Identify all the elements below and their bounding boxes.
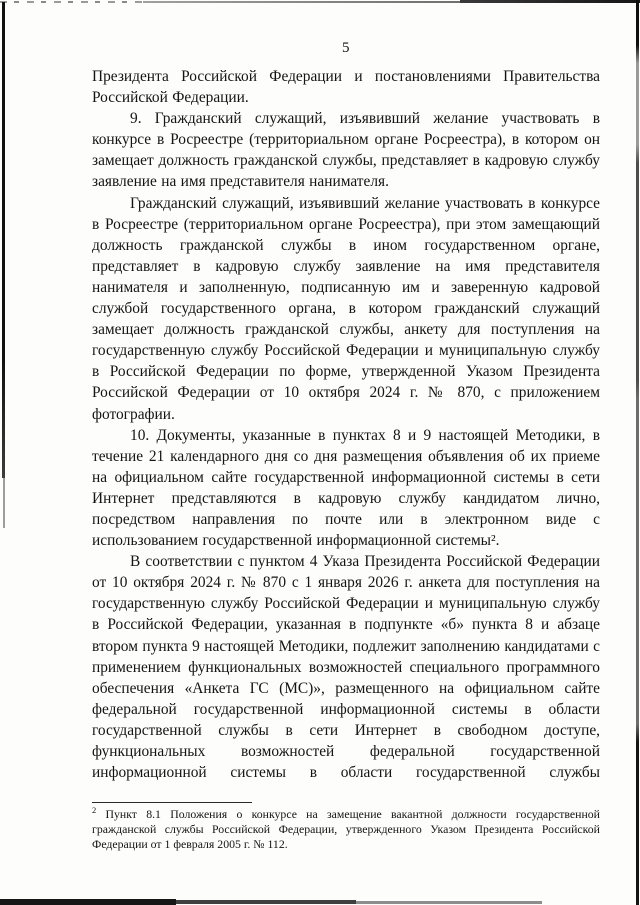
scan-left-edge-line	[2, 2, 5, 478]
scan-top-edge-line-dark	[460, 0, 640, 3]
scan-right-edge-line	[636, 0, 639, 905]
scan-top-dashed-edge	[0, 1, 150, 3]
scan-bottom-edge-bar-light	[356, 901, 542, 904]
document-body	[92, 66, 600, 783]
paragraph: Гражданский служащий, изъявивший желание участвовать в конкурсе в Росреестре (территориальном органе Росреестра), при этом замещающий должность гражданской службы в ином государственном органе, представляет в кадровую службу заявление на имя представителя нанимателя и заполненную, подписанную им и заверенную кадровой службой государственного органа, в котором гражданский служащий замещает должность гражданской службы, анкету для поступления на государственную службу Российской Федерации и муниципальную службу в Российской Федерации по форме, утвержденной Указом Президента Российской Федерации от 10 октября 2024 г. № 870, с приложением фотографии.	[92, 194, 600, 423]
paragraph: 10. Документы, указанные в пунктах 8 и 9 настоящей Методики, в течение 21 календарного дня со дня размещения объявления об их приеме на официальном сайте государственной информационной системы в сети Интернет представляются в кадровую службу кандидатом лично, посредством направления по почте или в электронном виде с использованием государственной информационной системы².	[92, 426, 600, 550]
footnote	[92, 807, 600, 851]
paragraph: 9. Гражданский служащий, изъявивший желание участвовать в конкурсе в Росреестре (территориальном органе Росреестра), в котором он замещает должность гражданской службы, представляет в кадровую службу заявление на имя представителя нанимателя.	[92, 110, 600, 191]
scan-left-edge-line-fade	[3, 478, 5, 528]
scan-top-edge-line	[143, 1, 465, 3]
scan-bottom-edge-bar	[0, 899, 176, 905]
footnote-text: Пункт 8.1 Положения о конкурсе на замещение вакантной должности государственной гражданской службы Российской Федерации, утвержденного Указом Президента Российской Федерации от 1 февраля 2005 г. № 112.	[92, 807, 600, 851]
page-number: 5	[342, 40, 350, 56]
paragraph: Президента Российской Федерации и постановлениями Правительства Российской Федерации.	[92, 68, 600, 107]
footnote-marker: 2	[92, 805, 97, 816]
footnote-area	[92, 802, 600, 851]
paragraph: В соответствии с пунктом 4 Указа Президента Российской Федерации от 10 октября 2024 г. № 870 с 1 января 2026 г. анкета для поступления на государственную службу Российской Федерации и муниципальную службу в Российской Федерации, указанная в подпункте «б» пункта 8 и абзаце втором пункта 9 настоящей Методики, подлежит заполнению кандидатами с применением функциональных возможностей специального программного обеспечения «Анкета ГС (МС)», размещенного на официальном сайте федеральной государственной информационной системы в области государственной службы в сети Интернет в свободном доступе, функциональных возможностей федеральной государственной информационной системы в области государственной службы	[92, 553, 600, 782]
footnote-separator-rule	[92, 802, 252, 803]
scan-bottom-edge-bar-mid	[176, 900, 356, 904]
